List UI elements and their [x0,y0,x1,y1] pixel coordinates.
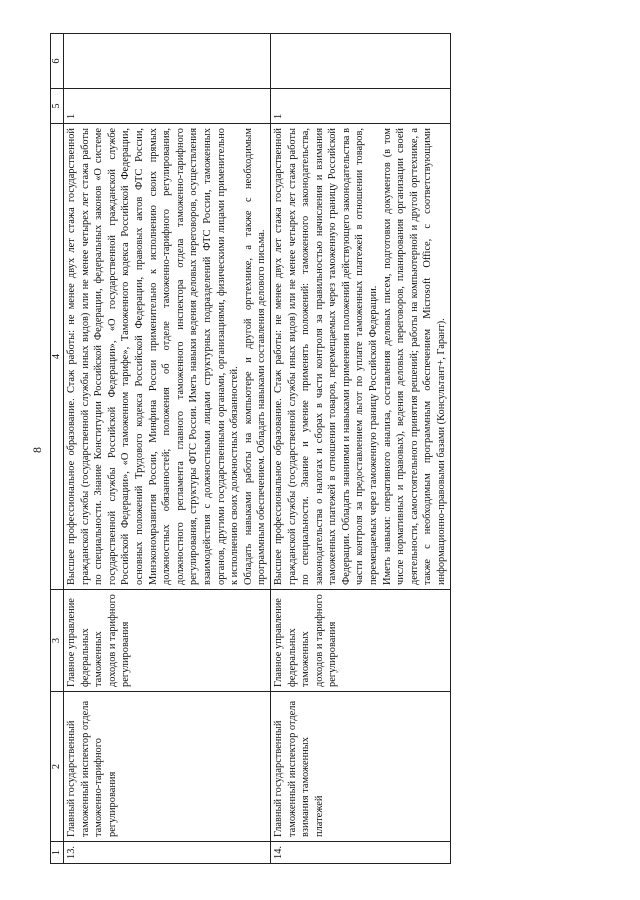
vacancy-count: 1 [270,89,450,124]
qualification-requirements [270,124,450,590]
vacancy-count: 1 [64,89,271,124]
row-number: 13. [64,842,271,864]
column-number: 5 [51,89,64,124]
positions-table [50,33,451,864]
qualification-requirements [64,124,271,590]
column-number: 3 [51,590,64,692]
requirements-paragraph: Обладать навыками работы на компьютере и другой оргтехнике, а также с необходимым программным обеспечением. Обладать навыками составления делового письма. [242,128,268,585]
column-number: 2 [51,692,64,842]
requirements-paragraph: Высшее профессиональное образование. Стаж работы: не менее двух лет стажа государственной гражданской службы (государственной службы иных видов) или не менее четырех лет стажа работы по специальности. Знание Конституции Российской Федерации, федеральных законов «О системе государственной службы Российской Федерации», «О государственной гражданской службе Российской Федерации», «О таможенном тарифе», Таможенного кодекса Российской Федерации, основных положений Трудового кодекса Российской Федерации, правовых актов ФТС России, Минэкономразвития России, Минфина России применительно к исполнению своих прямых должностных обязанностей; положения об отделе таможенно-тарифного регулирования, должностного регламента главного таможенного инспектора отдела таможенно-тарифного регулирования, структуры ФТС России. Иметь навыки ведения деловых переговоров, осуществления взаимодействия с должностными лицами структурных подразделений ФТС России, таможенных органов, другими государственными органами, организациями, физическими лицами применительно к исполнению своих должностных обязанностей. [66,128,241,585]
requirements-paragraph: Высшее профессиональное образование. Стаж работы: не менее двух лет стажа государственной гражданской службы (государственной службы иных видов) или не менее четырех лет стажа работы по специальности. Знание и умение применять положений: таможенного законодательства, законодательства о налогах и сборах в части контроля за правильностью начисления и взимания таможенных платежей в отношении товаров, перемещаемых через таможенную границу Российской Федерации. Обладать знаниями и навыками применения положений действующего законодательства в части контроля за предоставлением льгот по уплате таможенных платежей в отношении товаров, перемещаемых через таможенную границу Российской Федерации. [272,128,380,585]
department-name: Главное управление федеральных таможенных доходов и тарифного регулирования [64,590,271,692]
requirements-paragraph: Иметь навыки: оперативного анализа, составления деловых писем, подготовки документов (в том числе нормативных и правовых), ведения деловых переговоров, планирования организации своей деятельности, самостоятельного принятия решений; работы на компьютерной и другой оргтехнике, а также с необходимым программным обеспечением Microsoft Office, с соответствующими информационно-правовыми базами (Консультант+, Гарант). [381,128,448,585]
page-number: 8 [30,447,44,453]
column-number: 4 [51,124,64,590]
position-title: Главный государственный таможенный инспектор отдела таможенно-тарифного регулирования [64,692,271,842]
column-number: 6 [51,34,64,89]
table-row [270,34,450,864]
column-6-cell [64,34,271,89]
department-name: Главное управление федеральных таможенных доходов и тарифного регулирования [270,590,450,692]
column-6-cell [270,34,450,89]
table-row [64,34,271,864]
column-number-row [51,34,64,864]
position-title: Главный государственный таможенный инспектор отдела взимания таможенных платежей [270,692,450,842]
row-number: 14. [270,842,450,864]
column-number: 1 [51,842,64,864]
